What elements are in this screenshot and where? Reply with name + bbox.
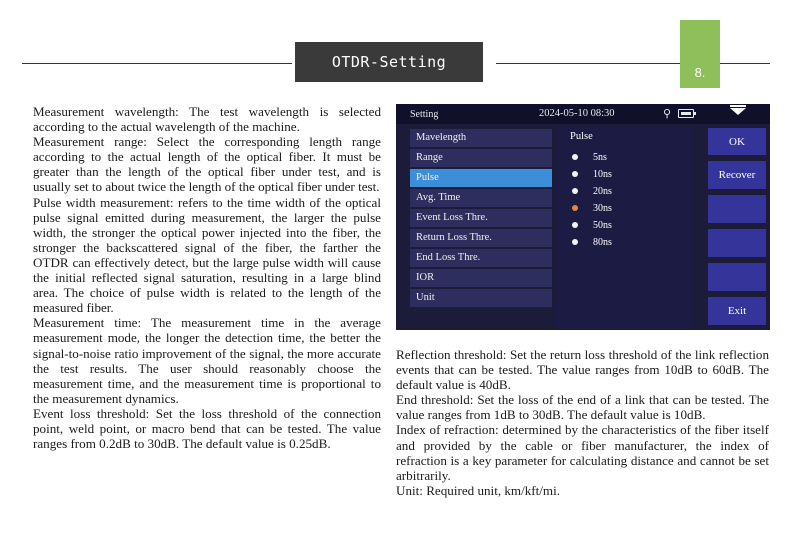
battery-icon bbox=[678, 109, 694, 118]
radio-dot-icon bbox=[572, 222, 578, 228]
menu-item-return-loss[interactable]: Return Loss Thre. bbox=[410, 229, 552, 247]
option-label: 30ns bbox=[593, 202, 612, 214]
pulse-option-50ns[interactable] bbox=[572, 217, 612, 233]
paragraph-wavelength: Measurement wavelength: The test wavelength is selected according to the actual wavelength of the machine. bbox=[33, 104, 381, 135]
option-label: 50ns bbox=[593, 219, 612, 231]
paragraph-event-loss: Event loss threshold: Set the loss threshold of the connection point, weld point, or macro bend that can be tested. The value ranges from 0.2dB to 30dB. The default value is 0.25dB. bbox=[33, 405, 381, 452]
menu-item-range[interactable]: Range bbox=[410, 149, 552, 167]
panel-title: Pulse bbox=[570, 131, 593, 142]
section-title: OTDR-Setting bbox=[295, 42, 483, 82]
paragraph-end-threshold: End threshold: Set the loss of the end of a link that can be tested. The value ranges from 1dB to 30dB. The default value is 10dB. bbox=[396, 392, 769, 423]
menu-item-event-loss[interactable]: Event Loss Thre. bbox=[410, 209, 552, 227]
menu-item-ior[interactable]: IOR bbox=[410, 269, 552, 287]
recover-button[interactable]: Recover bbox=[708, 161, 766, 189]
option-label: 80ns bbox=[593, 236, 612, 248]
left-text-column bbox=[33, 104, 381, 451]
menu-item-wavelength[interactable]: Mavelength bbox=[410, 129, 552, 147]
dropdown-menu-icon-bar bbox=[730, 105, 746, 107]
empty-button-2[interactable] bbox=[708, 229, 766, 257]
option-label: 20ns bbox=[593, 185, 612, 197]
empty-button-3[interactable] bbox=[708, 263, 766, 291]
right-text-column bbox=[396, 347, 769, 498]
header-rule-left bbox=[22, 63, 292, 64]
paragraph-range: Measurement range: Select the corresponding length range according to the actual length of the optical fiber. It must be greater than the length of the optical fiber under test, and is usually set to about twice the length of the optical fiber under test. bbox=[33, 134, 381, 195]
option-label: 10ns bbox=[593, 168, 612, 180]
radio-dot-selected-icon bbox=[572, 205, 578, 211]
menu-item-end-loss[interactable]: End Loss Thre. bbox=[410, 249, 552, 267]
dropdown-menu-icon[interactable] bbox=[730, 108, 746, 115]
radio-dot-icon bbox=[572, 171, 578, 177]
menu-item-avg-time[interactable]: Avg. Time bbox=[410, 189, 552, 207]
pulse-option-30ns[interactable] bbox=[572, 200, 612, 216]
option-label: 5ns bbox=[593, 151, 607, 163]
paragraph-unit: Unit: Required unit, km/kft/mi. bbox=[396, 482, 561, 498]
radio-dot-icon bbox=[572, 154, 578, 160]
paragraph-reflection-threshold: Reflection threshold: Set the return loss threshold of the link reflection events that can be tested. The value ranges from 10dB to 60dB. The default value is 40dB. bbox=[396, 347, 769, 393]
pulse-option-10ns[interactable] bbox=[572, 166, 612, 182]
usb-icon: ⚲ bbox=[663, 108, 672, 120]
paragraph-index-of-refraction: Index of refraction: determined by the characteristics of the fiber itself and provided by the cable or fiber manufacturer, the index of refraction is a key parameter for calculating distance and cannot be set arbitrarily. bbox=[396, 422, 769, 483]
settings-menu bbox=[410, 129, 552, 309]
page-number: 8. bbox=[694, 65, 706, 80]
paragraph-pulse-width: Pulse width measurement: refers to the time width of the optical pulse signal emitted during measurement, the larger the pulse width, the stronger the optical power injected into the fiber, the stronger the backscattered signal of the fiber, the farther the OTDR can effectively detect, but the large pulse width will cause the initial reflected signal saturation, resulting in a large blind area. The choice of pulse width is related to the length of the measured fiber. bbox=[33, 194, 381, 316]
pulse-option-5ns[interactable] bbox=[572, 149, 607, 165]
header-rule-right bbox=[496, 63, 770, 64]
exit-button[interactable]: Exit bbox=[708, 297, 766, 325]
radio-dot-icon bbox=[572, 239, 578, 245]
pulse-option-80ns[interactable] bbox=[572, 234, 612, 250]
ok-button[interactable]: OK bbox=[708, 128, 766, 155]
empty-button-1[interactable] bbox=[708, 195, 766, 223]
otdr-settings-screen bbox=[396, 104, 770, 330]
pulse-option-20ns[interactable] bbox=[572, 183, 612, 199]
device-header-bar bbox=[396, 104, 770, 124]
menu-item-pulse[interactable]: Pulse bbox=[410, 169, 552, 187]
page-number-tab bbox=[680, 20, 720, 88]
pulse-options-panel bbox=[556, 127, 693, 329]
paragraph-measurement-time: Measurement time: The measurement time in the average measurement mode, the longer the detection time, the better the signal-to-noise ratio improvement of the signal, the more accurate the test results. The user should reasonably choose the measurement time, and the measurement time is proportional to the measurement dynamics. bbox=[33, 315, 381, 406]
device-header-title: Setting bbox=[410, 109, 439, 120]
radio-dot-icon bbox=[572, 188, 578, 194]
menu-item-unit[interactable]: Unit bbox=[410, 289, 552, 307]
device-datetime: 2024-05-10 08:30 bbox=[539, 108, 615, 119]
